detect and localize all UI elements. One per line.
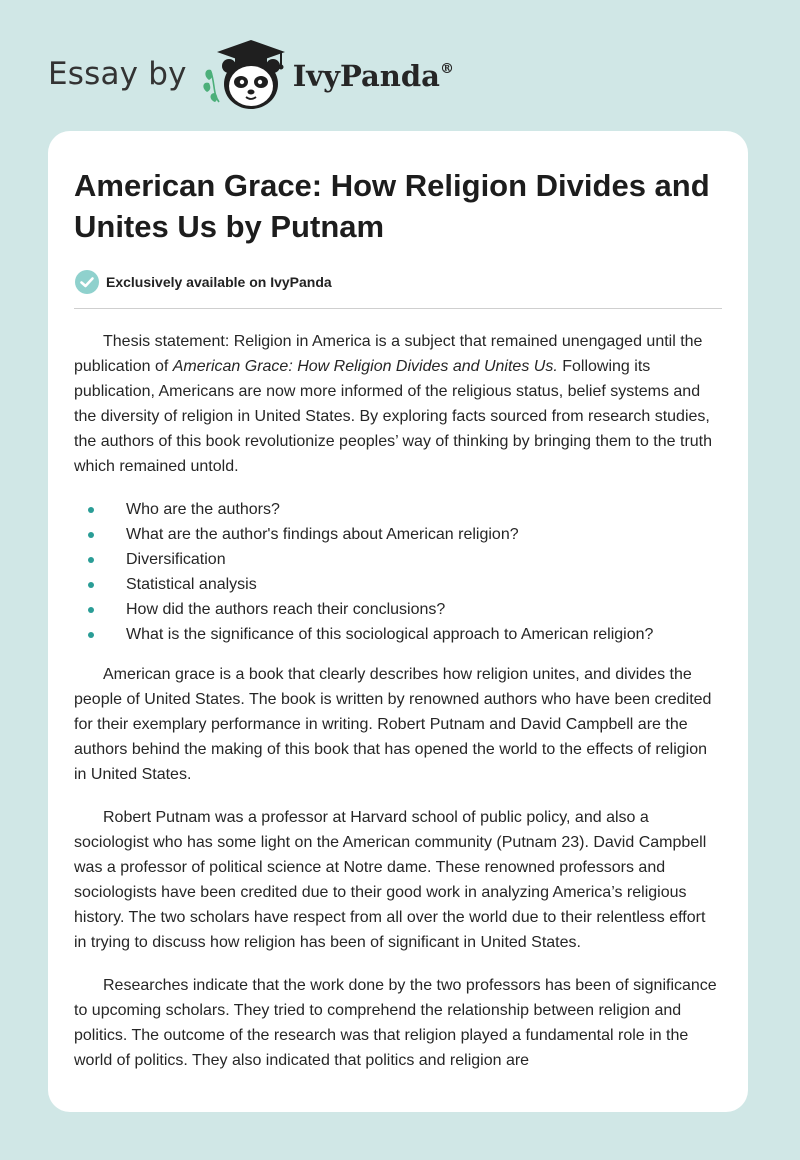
body-paragraph: Robert Putnam was a professor at Harvard school of public policy, and also a sociologist who has some light on the American community (Putnam 23). David Campbell was a professor of political science at Notre dame. These renowned professors and sociologists have been credited due to their good work in analyzing America’s religious history. The two scholars have respect from all over the world due to their relentless effort in trying to discuss how religion has been of significant in United States. [74, 809, 707, 951]
bullet-dot-icon [88, 507, 94, 513]
book-title: American Grace: How Religion Divides and Unites Us. [172, 358, 558, 375]
exclusive-badge [74, 267, 722, 297]
list-item: How did the authors reach their conclusions? [88, 597, 722, 622]
body-paragraph: Researches indicate that the work done by the two professors has been of significance to upcoming scholars. They tried to comprehend the relationship between religion and politics. The outcome of the research was that religion played a fundamental role in the world of politics. They also indicated that politics and religion are [74, 977, 717, 1069]
essay-card [48, 131, 748, 1112]
bullet-dot-icon [88, 632, 94, 638]
body-paragraph: American grace is a book that clearly describes how religion unites, and divides the people of United States. The book is written by renowned authors who have been credited for their exemplary performance in writing. Robert Putnam and David Campbell are the authors behind the making of this book that has opened the world to the effects of religion in United States. [74, 666, 712, 783]
bullet-dot-icon [88, 607, 94, 613]
list-item: What are the author's findings about American religion? [88, 522, 722, 547]
list-item: Statistical analysis [88, 572, 722, 597]
brand-name[interactable]: IvyPanda® [292, 59, 454, 93]
page-title: American Grace: How Religion Divides and Unites Us by Putnam [74, 168, 710, 244]
outline-list [88, 497, 722, 647]
essay-by-label: Essay by [48, 56, 187, 92]
panda-graduate-icon[interactable] [201, 36, 291, 112]
essay-body [74, 329, 722, 1073]
badge-label: Exclusively available on IvyPanda [106, 274, 332, 290]
check-circle-icon [74, 269, 100, 295]
thesis-paragraph: Thesis statement: Religion in America is a subject that remained unengaged until the publication of American Grace: How Religion Divides and Unites Us. Following its publication, Americans are now more informed of the religious status, belief systems and the diversity of religion in United States. By exploring facts sourced from research studies, the authors of this book revolutionize peoples’ way of thinking by bringing them to the truth which remained untold. [74, 333, 713, 475]
site-header [48, 34, 454, 114]
list-item: Diversification [88, 547, 722, 572]
bullet-dot-icon [88, 582, 94, 588]
list-item: What is the significance of this sociological approach to American religion? [88, 622, 722, 647]
bullet-dot-icon [88, 532, 94, 538]
title-divider [74, 308, 722, 309]
list-item: Who are the authors? [88, 497, 722, 522]
bullet-dot-icon [88, 557, 94, 563]
trademark-mark: ® [439, 61, 454, 77]
